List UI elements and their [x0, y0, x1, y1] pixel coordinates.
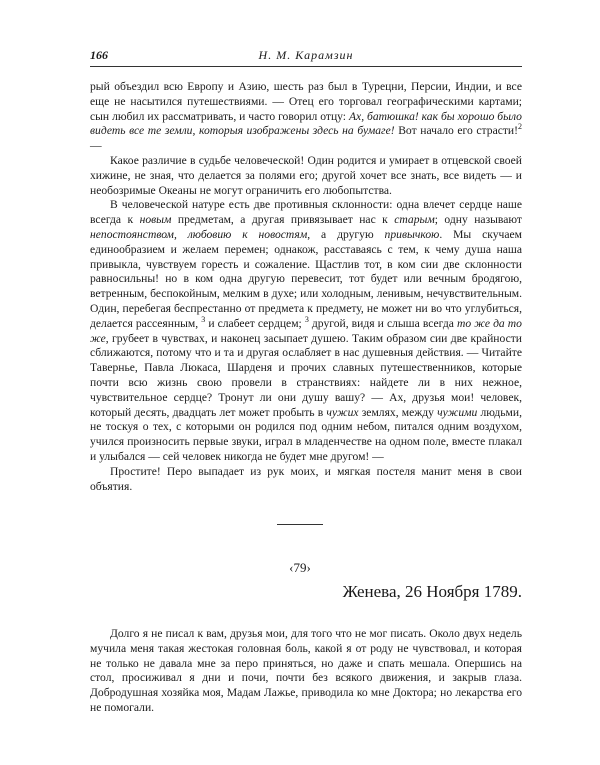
section-divider: [277, 524, 323, 525]
paragraph-headache: Долго я не писал к вам, друзья мои, для того что не мог писать. Около двух недель мучила меня такая жестокая головная боль, какой я от роду не чувствовал, и которая не только не давала мне за перо приняться, но даже и спать мешала. Опершись на стол, просиживал я дни и почи, почти без всякого движения, и закрыв глаза. Добродушная хозяйка моя, Мадам Лажье, приводила ко мне Доктора; но лекарства его не помогали.: [90, 627, 522, 714]
paragraph-two-inclinations: В человеческой натуре есть две противныя склонности: одна влечет сердце наше всегда к новым предметам, а другая привязывает нас к старым; одну называют непостоянством, любовию к новостям, а другую привычкою. Мы скучаем единообразием и желаем перемен; однакож, расставаясь с тем, к чему душа наша привыкла, чувствуем горесть и сожаление. Щастлив тот, в ком сии две склонности равносильны! но в ком одна другую перевесит, тот будет или вечным бродягою, ветренным, беспокойным, мелким в духе; или холодным, ленивым, нечувствительным. Один, перебегая беспрестанно от предмета к предмету, не может ни во что углубиться, делается рассеянным, $^3$ и слабеет сердцем; $^3$ другой, видя и слыша всегда то же да то же, грубеет в чувствах, и наконец засыпает душею. Таким образом сии две крайности сближаются, потому что и та и другая ослабляет в нас душевныя действия. — Читайте Тавернье, Павла Люкаса, Шарденя и прочих славных путешественников, которые почти всю жизнь свою провели в странствиях: найдете ли в них нежное, чувствительное сердце? Тронут ли они душу вашу? — Ах, друзья мои! человек, который десять, двадцать лет может пробыть в чужих землях, между чужими людьми, не тоскуя о тех, с которыми он родился под одним небом, питался одним воздухом, учился произносить первые звуки, играл в младенчестве на одном поле, вместе плакал и улыбался — сей человек никогда не будет мне другом! —: [90, 198, 522, 463]
footnote-marker: 2: [518, 122, 522, 132]
page-number: 166: [90, 48, 108, 62]
footnote-marker: 3: [201, 314, 206, 324]
running-head: [90, 46, 522, 67]
paragraph-fate-difference: Какое различие в судьбе человеческой! Один родится и умирает в отцевской своей хижине, не зная, что делается за полями его; другой хочет все знать, все видеть — и необозримые Океаны не могут ограничить его любопытства.: [90, 153, 522, 197]
running-title: Н. М. Карамзин: [258, 48, 354, 62]
letter-dateline: Женева, 26 Ноября 1789.: [342, 582, 522, 601]
letter-number: ‹79›: [289, 560, 311, 575]
paragraph-travel-passion: рый объездил всю Европу и Азию, шесть раз был в Турецни, Персии, Индии, и все еще не насытился путешествиями. — Отец его торговал географическими картами; сын любил их рассматривать, и часто говорил отцу: Ах, батюшка! как бы хорошо было видеть все те земли, которыя изображены здесь на бумаге! Вот начало его страсти!$^2$ —: [90, 80, 522, 153]
letter-79-text: [90, 627, 522, 716]
letter-continuation-text: [90, 80, 522, 494]
paragraph-farewell: Простите! Перо выпадает из рук моих, и мягкая постеля манит меня в свои объятия.: [90, 464, 522, 493]
footnote-marker: 3: [304, 314, 309, 324]
italic-quote: Ах, батюшка! как бы хорошо было видеть все те земли, которыя изображены здесь на бумаге!: [90, 109, 522, 138]
